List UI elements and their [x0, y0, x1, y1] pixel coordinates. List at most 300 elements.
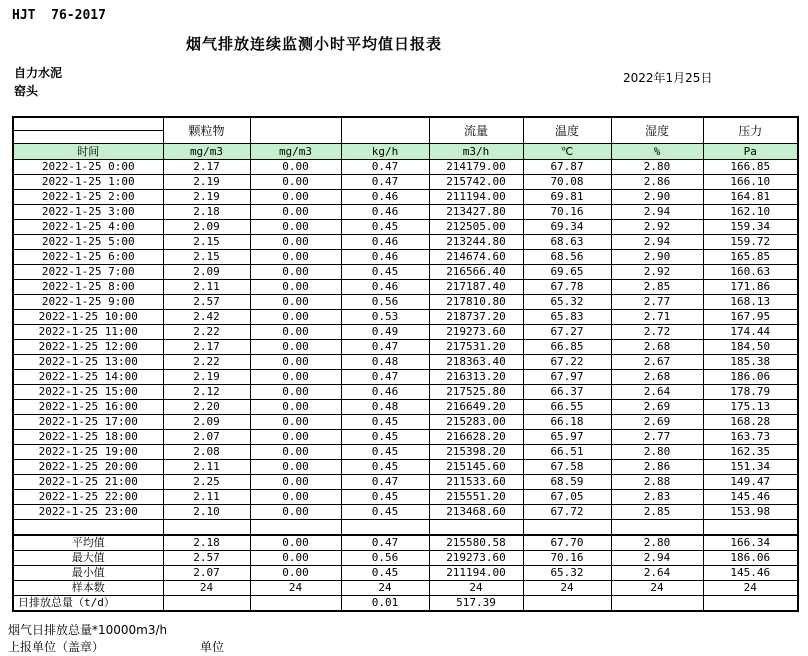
value-cell: 67.05 [523, 490, 611, 505]
value-cell: 0.45 [341, 566, 429, 581]
value-cell: 2.90 [611, 250, 703, 265]
value-cell: 0.00 [250, 355, 341, 370]
value-cell: 2.85 [611, 280, 703, 295]
value-cell: 2.86 [611, 175, 703, 190]
unit-percent: % [611, 144, 703, 160]
time-cell: 2022-1-25 11:00 [13, 325, 163, 340]
unit-pa: Pa [703, 144, 798, 160]
value-cell: 219273.60 [429, 551, 523, 566]
value-cell: 2.57 [163, 295, 250, 310]
value-cell: 66.18 [523, 415, 611, 430]
value-cell: 0.00 [250, 370, 341, 385]
value-cell: 2.67 [611, 355, 703, 370]
value-cell: 0.01 [341, 596, 429, 612]
value-cell: 0.46 [341, 385, 429, 400]
time-cell: 2022-1-25 18:00 [13, 430, 163, 445]
value-cell: 0.00 [250, 445, 341, 460]
time-cell: 2022-1-25 5:00 [13, 235, 163, 250]
value-cell: 2.69 [611, 400, 703, 415]
value-cell: 168.28 [703, 415, 798, 430]
value-cell: 2.22 [163, 355, 250, 370]
value-cell: 0.00 [250, 551, 341, 566]
time-cell: 2022-1-25 2:00 [13, 190, 163, 205]
value-cell: 215398.20 [429, 445, 523, 460]
unit-kg-h: kg/h [341, 144, 429, 160]
value-cell: 145.46 [703, 490, 798, 505]
summary-row [13, 535, 798, 551]
value-cell: 68.59 [523, 475, 611, 490]
value-cell: 166.10 [703, 175, 798, 190]
value-cell: 0.45 [341, 445, 429, 460]
data-row [13, 505, 798, 520]
col-header-empty-2 [341, 117, 429, 144]
value-cell: 0.00 [250, 310, 341, 325]
unit-row [13, 144, 798, 160]
value-cell: 184.50 [703, 340, 798, 355]
value-cell: 2.42 [163, 310, 250, 325]
value-cell: 0.47 [341, 370, 429, 385]
col-header-particulate: 颗粒物 [163, 117, 250, 144]
value-cell: 0.49 [341, 325, 429, 340]
value-cell: 0.00 [250, 280, 341, 295]
value-cell: 70.16 [523, 205, 611, 220]
header-empty-cell [13, 131, 163, 144]
value-cell: 0.53 [341, 310, 429, 325]
value-cell [611, 520, 703, 536]
data-row [13, 355, 798, 370]
value-cell: 0.00 [250, 205, 341, 220]
value-cell: 2.11 [163, 280, 250, 295]
monitoring-point: 窑头 [14, 84, 39, 98]
value-cell: 216628.20 [429, 430, 523, 445]
value-cell: 24 [523, 581, 611, 596]
value-cell: 2.77 [611, 430, 703, 445]
value-cell: 0.46 [341, 250, 429, 265]
value-cell: 175.13 [703, 400, 798, 415]
value-cell: 0.45 [341, 460, 429, 475]
footer-note: 烟气日排放总量*10000m3/h [8, 623, 168, 637]
value-cell: 0.00 [250, 385, 341, 400]
data-row [13, 400, 798, 415]
value-cell: 67.58 [523, 460, 611, 475]
value-cell: 68.63 [523, 235, 611, 250]
col-header-flow: 流量 [429, 117, 523, 144]
value-cell: 166.85 [703, 160, 798, 175]
value-cell: 0.46 [341, 190, 429, 205]
value-cell: 164.81 [703, 190, 798, 205]
value-cell: 2.64 [611, 566, 703, 581]
value-cell: 217531.20 [429, 340, 523, 355]
value-cell [250, 596, 341, 612]
value-cell: 2.68 [611, 340, 703, 355]
value-cell: 159.72 [703, 235, 798, 250]
value-cell: 2.90 [611, 190, 703, 205]
value-cell: 69.81 [523, 190, 611, 205]
value-cell: 159.34 [703, 220, 798, 235]
value-cell: 0.00 [250, 250, 341, 265]
value-cell: 2.15 [163, 250, 250, 265]
value-cell: 24 [250, 581, 341, 596]
value-cell: 0.45 [341, 220, 429, 235]
value-cell: 171.86 [703, 280, 798, 295]
col-header-humidity: 湿度 [611, 117, 703, 144]
time-cell: 2022-1-25 8:00 [13, 280, 163, 295]
value-cell: 24 [611, 581, 703, 596]
value-cell [429, 520, 523, 536]
time-cell: 2022-1-25 13:00 [13, 355, 163, 370]
time-cell: 2022-1-25 16:00 [13, 400, 163, 415]
value-cell: 214674.60 [429, 250, 523, 265]
data-row [13, 340, 798, 355]
value-cell: 0.00 [250, 325, 341, 340]
value-cell: 24 [341, 581, 429, 596]
value-cell: 2.18 [163, 205, 250, 220]
value-cell: 0.00 [250, 460, 341, 475]
value-cell: 70.08 [523, 175, 611, 190]
time-cell: 2022-1-25 4:00 [13, 220, 163, 235]
value-cell: 2.11 [163, 490, 250, 505]
value-cell: 215580.58 [429, 535, 523, 551]
data-rows [13, 160, 798, 520]
value-cell: 0.47 [341, 475, 429, 490]
value-cell: 2.86 [611, 460, 703, 475]
value-cell: 2.09 [163, 220, 250, 235]
summary-label-cell: 最大值 [13, 551, 163, 566]
value-cell: 65.32 [523, 295, 611, 310]
reporting-unit-label: 上报单位（盖章） [8, 640, 105, 654]
value-cell: 174.44 [703, 325, 798, 340]
col-header-temperature: 温度 [523, 117, 611, 144]
unit-mg-m3-1: mg/m3 [163, 144, 250, 160]
value-cell: 2.94 [611, 551, 703, 566]
time-cell: 2022-1-25 7:00 [13, 265, 163, 280]
value-cell [611, 596, 703, 612]
value-cell: 2.19 [163, 190, 250, 205]
value-cell: 211194.00 [429, 566, 523, 581]
value-cell: 162.35 [703, 445, 798, 460]
value-cell: 213468.60 [429, 505, 523, 520]
data-row [13, 370, 798, 385]
value-cell: 2.25 [163, 475, 250, 490]
value-cell: 2.92 [611, 220, 703, 235]
value-cell: 24 [163, 581, 250, 596]
value-cell: 168.13 [703, 295, 798, 310]
summary-row [13, 596, 798, 612]
data-row [13, 175, 798, 190]
value-cell: 2.09 [163, 415, 250, 430]
value-cell: 0.46 [341, 235, 429, 250]
value-cell: 2.92 [611, 265, 703, 280]
value-cell: 2.94 [611, 235, 703, 250]
summary-label-cell: 样本数 [13, 581, 163, 596]
time-cell: 2022-1-25 21:00 [13, 475, 163, 490]
data-row [13, 415, 798, 430]
time-cell: 2022-1-25 12:00 [13, 340, 163, 355]
time-cell: 2022-1-25 22:00 [13, 490, 163, 505]
value-cell: 218363.40 [429, 355, 523, 370]
data-row [13, 160, 798, 175]
value-cell [250, 520, 341, 536]
value-cell: 2.72 [611, 325, 703, 340]
value-cell: 213244.80 [429, 235, 523, 250]
value-cell: 2.19 [163, 370, 250, 385]
report-date: 2022年1月25日 [623, 71, 713, 85]
time-cell: 2022-1-25 14:00 [13, 370, 163, 385]
value-cell: 0.00 [250, 220, 341, 235]
value-cell: 0.47 [341, 160, 429, 175]
value-cell [703, 596, 798, 612]
value-cell: 67.70 [523, 535, 611, 551]
value-cell [703, 520, 798, 536]
data-row [13, 310, 798, 325]
value-cell: 67.97 [523, 370, 611, 385]
value-cell: 2.07 [163, 430, 250, 445]
value-cell: 69.65 [523, 265, 611, 280]
empty-cell [13, 520, 163, 536]
value-cell: 215742.00 [429, 175, 523, 190]
value-cell: 0.00 [250, 566, 341, 581]
unit-mg-m3-2: mg/m3 [250, 144, 341, 160]
value-cell: 166.34 [703, 535, 798, 551]
value-cell: 2.12 [163, 385, 250, 400]
value-cell: 67.72 [523, 505, 611, 520]
value-cell: 217187.40 [429, 280, 523, 295]
value-cell: 0.00 [250, 175, 341, 190]
value-cell: 218737.20 [429, 310, 523, 325]
time-cell: 2022-1-25 6:00 [13, 250, 163, 265]
summary-rows [13, 535, 798, 611]
data-row [13, 430, 798, 445]
value-cell: 215551.20 [429, 490, 523, 505]
value-cell: 2.15 [163, 235, 250, 250]
table-header [13, 117, 798, 160]
value-cell: 66.51 [523, 445, 611, 460]
data-row [13, 235, 798, 250]
time-cell: 2022-1-25 17:00 [13, 415, 163, 430]
value-cell: 0.48 [341, 400, 429, 415]
value-cell: 217525.80 [429, 385, 523, 400]
time-cell: 2022-1-25 3:00 [13, 205, 163, 220]
value-cell: 2.80 [611, 160, 703, 175]
value-cell: 65.83 [523, 310, 611, 325]
value-cell: 66.55 [523, 400, 611, 415]
time-cell: 2022-1-25 19:00 [13, 445, 163, 460]
data-row [13, 445, 798, 460]
value-cell: 211533.60 [429, 475, 523, 490]
value-cell: 66.37 [523, 385, 611, 400]
value-cell: 69.34 [523, 220, 611, 235]
value-cell: 0.45 [341, 265, 429, 280]
value-cell: 211194.00 [429, 190, 523, 205]
time-column-header: 时间 [13, 144, 163, 160]
value-cell: 219273.60 [429, 325, 523, 340]
value-cell: 0.00 [250, 430, 341, 445]
value-cell: 0.45 [341, 430, 429, 445]
data-row [13, 265, 798, 280]
value-cell: 2.18 [163, 535, 250, 551]
value-cell: 0.00 [250, 490, 341, 505]
summary-row [13, 566, 798, 581]
value-cell: 165.85 [703, 250, 798, 265]
value-cell: 0.00 [250, 295, 341, 310]
value-cell: 216566.40 [429, 265, 523, 280]
value-cell: 2.22 [163, 325, 250, 340]
value-cell: 216649.20 [429, 400, 523, 415]
value-cell: 2.88 [611, 475, 703, 490]
summary-label-cell: 最小值 [13, 566, 163, 581]
value-cell: 2.17 [163, 160, 250, 175]
value-cell: 0.00 [250, 265, 341, 280]
value-cell: 0.00 [250, 505, 341, 520]
value-cell: 68.56 [523, 250, 611, 265]
page-title: 烟气排放连续监测小时平均值日报表 [185, 35, 442, 53]
value-cell: 0.56 [341, 295, 429, 310]
value-cell [163, 520, 250, 536]
value-cell: 178.79 [703, 385, 798, 400]
value-cell: 214179.00 [429, 160, 523, 175]
value-cell: 2.57 [163, 551, 250, 566]
value-cell: 0.47 [341, 175, 429, 190]
value-cell: 2.08 [163, 445, 250, 460]
value-cell: 2.20 [163, 400, 250, 415]
value-cell: 2.07 [163, 566, 250, 581]
value-cell: 67.27 [523, 325, 611, 340]
value-cell: 67.22 [523, 355, 611, 370]
data-row [13, 205, 798, 220]
company-name: 自力水泥 [14, 66, 63, 80]
value-cell: 0.56 [341, 551, 429, 566]
group-header-row [13, 117, 798, 131]
value-cell: 66.85 [523, 340, 611, 355]
value-cell: 2.85 [611, 505, 703, 520]
time-cell: 2022-1-25 10:00 [13, 310, 163, 325]
value-cell: 0.45 [341, 490, 429, 505]
value-cell: 517.39 [429, 596, 523, 612]
data-row [13, 250, 798, 265]
value-cell: 212505.00 [429, 220, 523, 235]
value-cell: 0.48 [341, 355, 429, 370]
value-cell: 2.80 [611, 445, 703, 460]
spacer-row [13, 520, 798, 536]
value-cell: 67.87 [523, 160, 611, 175]
value-cell: 2.83 [611, 490, 703, 505]
value-cell: 185.38 [703, 355, 798, 370]
data-row [13, 490, 798, 505]
summary-label-cell: 日排放总量（t/d） [13, 596, 163, 612]
time-cell: 2022-1-25 15:00 [13, 385, 163, 400]
value-cell: 70.16 [523, 551, 611, 566]
value-cell: 0.47 [341, 340, 429, 355]
value-cell: 0.46 [341, 280, 429, 295]
value-cell: 65.32 [523, 566, 611, 581]
value-cell [523, 520, 611, 536]
value-cell: 186.06 [703, 370, 798, 385]
value-cell: 0.00 [250, 235, 341, 250]
spacer-row-body [13, 520, 798, 536]
value-cell: 0.00 [250, 475, 341, 490]
value-cell [163, 596, 250, 612]
data-row [13, 325, 798, 340]
value-cell: 2.64 [611, 385, 703, 400]
value-cell: 2.09 [163, 265, 250, 280]
value-cell: 0.00 [250, 535, 341, 551]
header-empty-cell [13, 117, 163, 131]
value-cell: 145.46 [703, 566, 798, 581]
value-cell: 2.94 [611, 205, 703, 220]
time-cell: 2022-1-25 1:00 [13, 175, 163, 190]
value-cell: 2.77 [611, 295, 703, 310]
time-cell: 2022-1-25 23:00 [13, 505, 163, 520]
value-cell: 2.10 [163, 505, 250, 520]
unit-m3-h: m3/h [429, 144, 523, 160]
value-cell: 2.17 [163, 340, 250, 355]
value-cell: 24 [703, 581, 798, 596]
value-cell: 0.00 [250, 160, 341, 175]
value-cell: 2.69 [611, 415, 703, 430]
value-cell: 160.63 [703, 265, 798, 280]
value-cell: 0.00 [250, 340, 341, 355]
value-cell: 24 [429, 581, 523, 596]
value-cell: 167.95 [703, 310, 798, 325]
col-header-empty-1 [250, 117, 341, 144]
value-cell: 162.10 [703, 205, 798, 220]
data-row [13, 220, 798, 235]
value-cell: 2.11 [163, 460, 250, 475]
value-cell: 186.06 [703, 551, 798, 566]
summary-row [13, 581, 798, 596]
value-cell: 0.45 [341, 505, 429, 520]
value-cell: 0.00 [250, 400, 341, 415]
value-cell [523, 596, 611, 612]
data-row [13, 385, 798, 400]
value-cell: 213427.80 [429, 205, 523, 220]
value-cell: 0.46 [341, 205, 429, 220]
value-cell: 0.47 [341, 535, 429, 551]
value-cell: 2.80 [611, 535, 703, 551]
value-cell: 151.34 [703, 460, 798, 475]
data-row [13, 460, 798, 475]
time-cell: 2022-1-25 0:00 [13, 160, 163, 175]
value-cell: 215283.00 [429, 415, 523, 430]
value-cell: 67.78 [523, 280, 611, 295]
data-row [13, 295, 798, 310]
value-cell: 0.00 [250, 190, 341, 205]
data-row [13, 190, 798, 205]
value-cell: 0.45 [341, 415, 429, 430]
monitoring-table [12, 116, 799, 612]
value-cell: 153.98 [703, 505, 798, 520]
value-cell: 215145.60 [429, 460, 523, 475]
value-cell [341, 520, 429, 536]
data-row [13, 280, 798, 295]
time-cell: 2022-1-25 9:00 [13, 295, 163, 310]
unit-label: 单位 [200, 640, 225, 654]
doc-standard-code: HJT 76-2017 [12, 8, 106, 23]
value-cell: 65.97 [523, 430, 611, 445]
value-cell: 217810.80 [429, 295, 523, 310]
data-row [13, 475, 798, 490]
value-cell: 2.71 [611, 310, 703, 325]
col-header-pressure: 压力 [703, 117, 798, 144]
summary-label-cell: 平均值 [13, 535, 163, 551]
summary-row [13, 551, 798, 566]
value-cell: 2.68 [611, 370, 703, 385]
value-cell: 149.47 [703, 475, 798, 490]
value-cell: 0.00 [250, 415, 341, 430]
value-cell: 216313.20 [429, 370, 523, 385]
unit-celsius: ℃ [523, 144, 611, 160]
value-cell: 2.19 [163, 175, 250, 190]
